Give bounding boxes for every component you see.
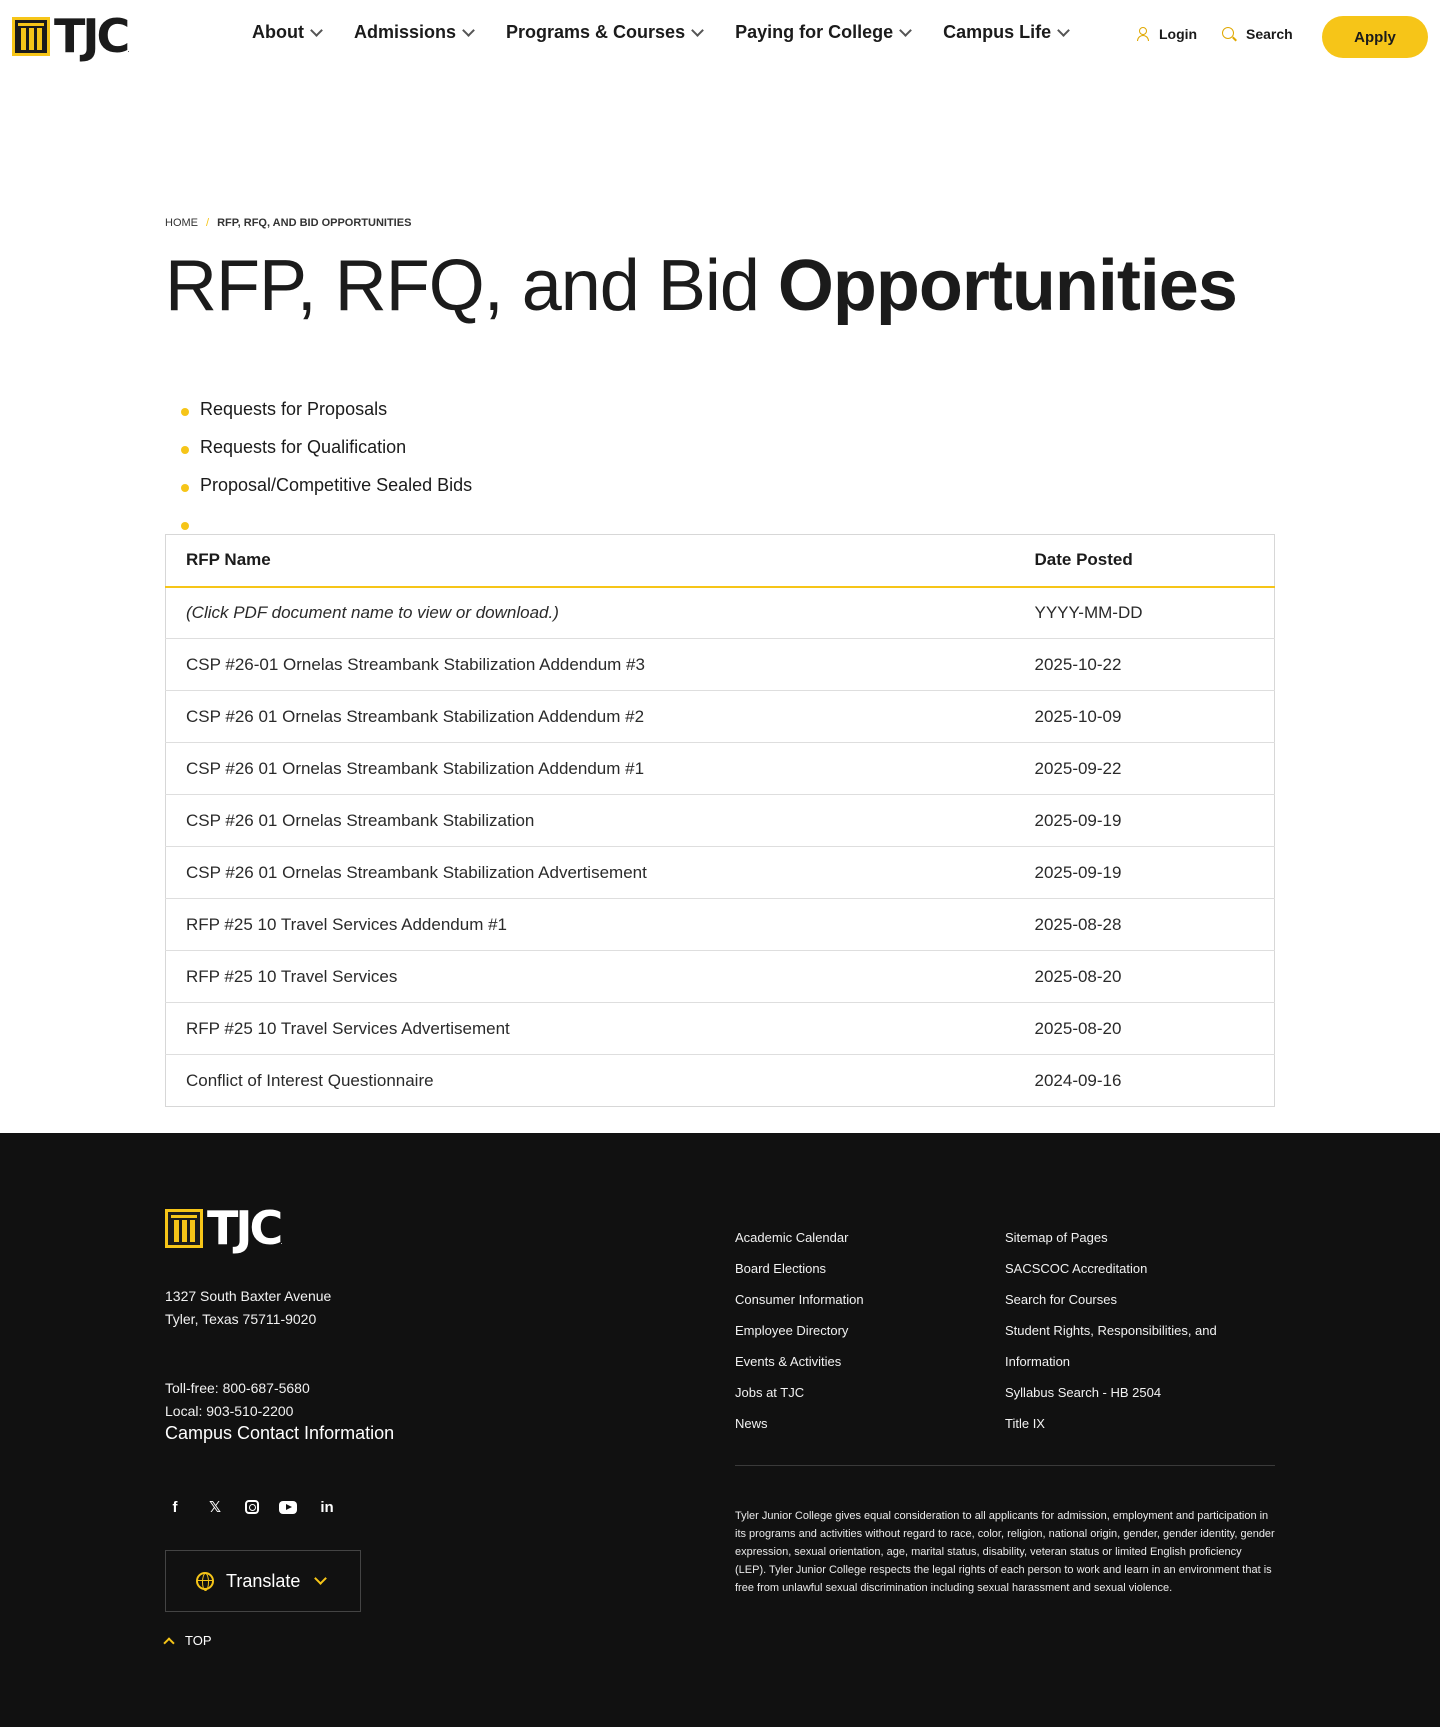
table-row [166, 951, 1275, 1003]
breadcrumb [165, 217, 411, 229]
nav-admissions[interactable] [354, 22, 473, 43]
table-cell-name [166, 951, 1015, 1003]
table-cell-date: 2025-09-19 [1015, 847, 1275, 899]
link-requests-for-proposals[interactable]: Requests for Proposals [200, 399, 388, 419]
footer-link-news[interactable]: News [735, 1416, 768, 1431]
pdf-link[interactable]: RFP #25 10 Travel Services Advertisement [186, 1018, 510, 1038]
tjc-logo[interactable] [12, 9, 130, 63]
chevron-down-icon [315, 1572, 328, 1585]
footer-logo-tm: . [280, 1237, 283, 1246]
table-cell-name [166, 899, 1015, 951]
list-item [1005, 1284, 1265, 1315]
table-row [166, 639, 1275, 691]
tjc-building-icon [12, 17, 50, 56]
pdf-link[interactable]: CSP #26 01 Ornelas Streambank Stabilization Addendum #1 [186, 758, 645, 778]
pdf-link[interactable]: CSP #26-01 Ornelas Streambank Stabilization Addendum #3 [186, 654, 645, 674]
list-item [1005, 1377, 1265, 1408]
chevron-down-icon [1057, 24, 1070, 37]
table-row [166, 743, 1275, 795]
footer-link-academic-calendar[interactable]: Academic Calendar [735, 1230, 849, 1245]
top-label: TOP [185, 1633, 212, 1648]
table-cell-date: 2025-08-28 [1015, 899, 1275, 951]
nav-admissions-label: Admissions [353, 22, 457, 42]
user-icon [1136, 27, 1150, 41]
site-footer [0, 1133, 1440, 1727]
table-cell-date: 2025-08-20 [1015, 951, 1275, 1003]
nav-programs-courses[interactable] [506, 22, 702, 43]
chevron-down-icon [310, 24, 323, 37]
footer-link-student-rights[interactable]: Student Rights, Responsibilities, and Information [1005, 1323, 1217, 1369]
youtube-icon[interactable] [279, 1501, 297, 1514]
footer-link-syllabus-search[interactable]: Syllabus Search - HB 2504 [1005, 1385, 1162, 1400]
nav-programs-label: Programs & Courses [506, 22, 686, 42]
footer-divider [735, 1465, 1275, 1466]
table-row [166, 847, 1275, 899]
instagram-icon[interactable] [245, 1500, 259, 1514]
nav-campus-life-label: Campus Life [943, 22, 1052, 42]
main-nav [252, 22, 1101, 43]
breadcrumb-current: RFP, RFQ, AND BID OPPORTUNITIES [217, 217, 412, 229]
column-header-rfp-name: RFP Name [166, 535, 1015, 587]
chevron-down-icon [462, 24, 475, 37]
footer-links-col-2 [1005, 1222, 1265, 1439]
footer-link-board-elections[interactable]: Board Elections [735, 1261, 827, 1276]
table-cell-name [166, 1055, 1015, 1107]
table-cell-name [166, 743, 1015, 795]
search-link[interactable] [1222, 26, 1293, 42]
list-item [1005, 1222, 1265, 1253]
table-header-row [166, 535, 1275, 587]
apply-button[interactable]: Apply [1322, 16, 1428, 58]
link-requests-for-qualification[interactable]: Requests for Qualification [200, 437, 407, 457]
tjc-building-icon [165, 1209, 203, 1248]
campus-contact-link[interactable]: Campus Contact Information [165, 1423, 395, 1443]
footer-link-employee-directory[interactable]: Employee Directory [735, 1323, 849, 1338]
rfp-table [165, 534, 1275, 1107]
main-content [0, 74, 1440, 1133]
address-line-2: Tyler, Texas 75711-9020 [165, 1311, 317, 1327]
table-cell-date: 2025-09-19 [1015, 795, 1275, 847]
rfp-category-list [180, 399, 472, 551]
local-phone: Local: 903-510-2200 [165, 1403, 294, 1419]
footer-link-sitemap[interactable]: Sitemap of Pages [1005, 1230, 1108, 1245]
footer-link-search-courses[interactable]: Search for Courses [1005, 1292, 1117, 1307]
footer-link-sacscoc[interactable]: SACSCOC Accreditation [1005, 1261, 1148, 1276]
table-row [166, 1055, 1275, 1107]
list-item [735, 1222, 864, 1253]
table-cell-date: 2024-09-16 [1015, 1055, 1275, 1107]
list-item [735, 1253, 864, 1284]
logo-text: TJC [54, 9, 128, 63]
footer-address [165, 1285, 331, 1331]
table-cell-date: YYYY-MM-DD [1015, 587, 1275, 639]
logo-tm: . [127, 45, 130, 54]
footer-phones [165, 1377, 310, 1423]
list-item [735, 1346, 864, 1377]
nav-campus-life[interactable] [943, 22, 1068, 43]
table-cell-name [166, 639, 1015, 691]
chevron-down-icon [691, 24, 704, 37]
translate-label: Translate [226, 1570, 301, 1591]
list-item [735, 1377, 864, 1408]
login-link[interactable] [1136, 26, 1197, 42]
address-line-1: 1327 South Baxter Avenue [165, 1288, 332, 1304]
facebook-icon[interactable]: f [172, 1498, 178, 1516]
table-cell-name [166, 847, 1015, 899]
social-links [165, 1497, 357, 1517]
footer-logo-text: TJC [207, 1201, 281, 1255]
page-title [165, 246, 1237, 326]
chevron-down-icon [899, 24, 912, 37]
nav-paying-label: Paying for College [735, 22, 894, 42]
footer-link-consumer-information[interactable]: Consumer Information [735, 1292, 864, 1307]
list-item [735, 1408, 864, 1439]
translate-button[interactable] [165, 1550, 361, 1612]
linkedin-icon[interactable]: in [320, 1498, 334, 1516]
table-cell-date: 2025-09-22 [1015, 743, 1275, 795]
nav-about-label: About [252, 22, 304, 42]
page-title-light: RFP, RFQ, and Bid [165, 246, 778, 326]
chevron-up-icon [163, 1637, 174, 1648]
site-header [0, 0, 1440, 74]
footer-link-events-activities[interactable]: Events & Activities [735, 1354, 842, 1369]
table-cell-date: 2025-10-22 [1015, 639, 1275, 691]
list-item [180, 399, 472, 437]
pdf-link[interactable]: RFP #25 10 Travel Services Addendum #1 [186, 914, 507, 934]
footer-tjc-logo[interactable] [165, 1201, 283, 1255]
table-cell-name: (Click PDF document name to view or download.) [166, 587, 1015, 639]
breadcrumb-separator: / [206, 217, 210, 229]
list-item [1005, 1253, 1265, 1284]
list-item [1005, 1408, 1265, 1439]
footer-links-col-1 [735, 1222, 864, 1439]
pdf-link[interactable]: CSP #26 01 Ornelas Streambank Stabilization Advertisement [186, 862, 647, 882]
footer-link-jobs[interactable]: Jobs at TJC [735, 1385, 805, 1400]
table-row [166, 795, 1275, 847]
search-icon [1222, 27, 1237, 42]
list-item [180, 475, 472, 513]
back-to-top-link[interactable] [165, 1633, 212, 1648]
globe-icon [196, 1572, 214, 1590]
x-icon[interactable]: 𝕏 [208, 1499, 222, 1516]
table-cell-date: 2025-08-20 [1015, 1003, 1275, 1055]
search-label: Search [1246, 26, 1293, 42]
table-row [166, 1003, 1275, 1055]
pdf-link[interactable]: Conflict of Interest Questionnaire [186, 1070, 434, 1090]
nav-about[interactable] [252, 22, 321, 43]
column-header-date-posted: Date Posted [1015, 535, 1275, 587]
list-item [735, 1315, 864, 1346]
pdf-link[interactable]: RFP #25 10 Travel Services [186, 966, 398, 986]
tollfree-phone: Toll-free: 800-687-5680 [165, 1380, 310, 1396]
footer-link-title-ix[interactable]: Title IX [1005, 1416, 1045, 1431]
login-label: Login [1159, 26, 1198, 42]
breadcrumb-home[interactable]: HOME [165, 217, 198, 229]
table-row [166, 691, 1275, 743]
table-cell-name [166, 1003, 1015, 1055]
nav-paying-for-college[interactable] [735, 22, 910, 43]
link-competitive-sealed-bids[interactable]: Proposal/Competitive Sealed Bids [200, 475, 473, 495]
list-item [1005, 1315, 1265, 1377]
footer-disclaimer: Tyler Junior College gives equal consideration to all applicants for admission, employment and participation in its programs and activities without regard to race, color, religion, national origin, gender, gender identity, gender expression, sexual orientation, age, marital status, disability, veteran status or limited English proficiency (LEP). Tyler Junior College respects the legal rights of each person to work and learn in an environment that is free from unlawful sexual discrimination including sexual harassment and sexual violence. [735, 1510, 1275, 1594]
list-item [735, 1284, 864, 1315]
pdf-link[interactable]: CSP #26 01 Ornelas Streambank Stabilization [186, 810, 535, 830]
table-cell-name [166, 691, 1015, 743]
list-item [180, 437, 472, 475]
table-row [166, 587, 1275, 639]
page-title-bold: Opportunities [777, 246, 1237, 326]
table-cell-name [166, 795, 1015, 847]
pdf-link[interactable]: CSP #26 01 Ornelas Streambank Stabilization Addendum #2 [186, 706, 645, 726]
table-cell-date: 2025-10-09 [1015, 691, 1275, 743]
table-row [166, 899, 1275, 951]
